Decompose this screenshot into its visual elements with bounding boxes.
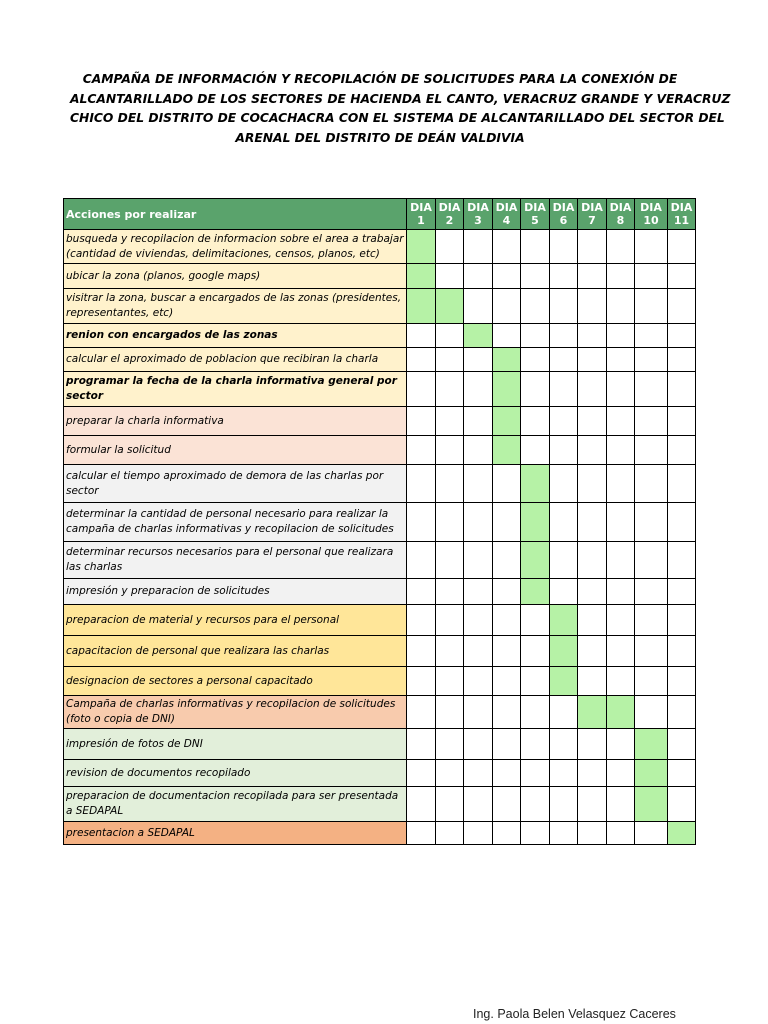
day-cell (493, 230, 521, 264)
day-cell (578, 760, 607, 787)
day-cell (550, 729, 578, 760)
day-cell (407, 787, 436, 822)
day-cell (521, 787, 550, 822)
day-cell (493, 787, 521, 822)
day-cell (550, 696, 578, 729)
activity-cell: impresión de fotos de DNI (64, 729, 407, 760)
author-signature: Ing. Paola Belen Velasquez Caceres (473, 1007, 676, 1021)
activity-cell: designacion de sectores a personal capacitado (64, 667, 407, 696)
day-cell (550, 230, 578, 264)
day-cell (635, 436, 668, 465)
day-cell (668, 542, 696, 579)
day-header (464, 199, 493, 230)
day-cell (578, 542, 607, 579)
activity-cell: preparacion de documentacion recopilada para ser presentada a SEDAPAL (64, 787, 407, 822)
day-cell (521, 230, 550, 264)
table-row (64, 407, 696, 436)
day-cell (436, 787, 464, 822)
day-cell (668, 605, 696, 636)
day-cell (493, 579, 521, 605)
day-cell (578, 605, 607, 636)
day-cell (407, 760, 436, 787)
day-cell (493, 324, 521, 348)
day-cell (521, 636, 550, 667)
scheduled-day-cell (635, 729, 668, 760)
day-cell (668, 465, 696, 503)
day-cell (578, 324, 607, 348)
scheduled-day-cell (407, 264, 436, 289)
day-header-number: 11 (673, 214, 690, 227)
day-cell (635, 230, 668, 264)
day-cell (635, 667, 668, 696)
day-cell (578, 372, 607, 407)
day-cell (607, 372, 635, 407)
title-line: ARENAL DEL DISTRITO DE DEÁN VALDIVIA (235, 130, 525, 145)
activity-cell: presentacion a SEDAPAL (64, 822, 407, 845)
day-cell (407, 579, 436, 605)
table-row (64, 436, 696, 465)
day-cell (521, 264, 550, 289)
scheduled-day-cell (407, 289, 436, 324)
table-row (64, 605, 696, 636)
day-cell (493, 503, 521, 542)
day-header-label: DIA (495, 201, 518, 214)
day-cell (635, 324, 668, 348)
day-cell (668, 729, 696, 760)
day-cell (436, 729, 464, 760)
title-line: CAMPAÑA DE INFORMACIÓN Y RECOPILACIÓN DE SOLICITUDES PARA LA CONEXIÓN DE (82, 72, 678, 86)
day-cell (578, 579, 607, 605)
day-cell (464, 787, 493, 822)
day-cell (407, 465, 436, 503)
schedule-table (63, 198, 696, 845)
day-cell (493, 729, 521, 760)
day-cell (550, 436, 578, 465)
day-cell (550, 579, 578, 605)
day-cell (550, 760, 578, 787)
day-cell (635, 407, 668, 436)
day-cell (607, 436, 635, 465)
day-cell (578, 667, 607, 696)
day-header (493, 199, 521, 230)
day-cell (668, 667, 696, 696)
table-row (64, 542, 696, 579)
day-cell (635, 503, 668, 542)
scheduled-day-cell (407, 230, 436, 264)
table-row (64, 579, 696, 605)
day-header-number: 4 (502, 214, 511, 227)
day-cell (668, 579, 696, 605)
table-row (64, 503, 696, 542)
day-cell (635, 579, 668, 605)
day-cell (521, 436, 550, 465)
day-header (407, 199, 436, 230)
day-cell (607, 324, 635, 348)
activity-cell: formular la solicitud (64, 436, 407, 465)
day-cell (521, 289, 550, 324)
table-row (64, 760, 696, 787)
activity-cell: determinar recursos necesarios para el personal que realizara las charlas (64, 542, 407, 579)
activity-cell: determinar la cantidad de personal necesario para realizar la campaña de charlas informativas y recopilacion de solicitudes (64, 503, 407, 542)
day-cell (578, 787, 607, 822)
day-cell (550, 348, 578, 372)
day-cell (578, 230, 607, 264)
day-cell (436, 636, 464, 667)
table-row (64, 264, 696, 289)
day-header-label: DIA (581, 201, 603, 214)
scheduled-day-cell (578, 696, 607, 729)
day-header (635, 199, 668, 230)
day-header-number: 7 (588, 214, 596, 227)
day-cell (578, 289, 607, 324)
day-cell (464, 407, 493, 436)
day-header-label: DIA (609, 201, 632, 214)
day-cell (550, 787, 578, 822)
scheduled-day-cell (493, 407, 521, 436)
activity-cell: renion con encargados de las zonas (64, 324, 407, 348)
day-cell (464, 230, 493, 264)
scheduled-day-cell (550, 605, 578, 636)
day-cell (578, 822, 607, 845)
day-cell (464, 264, 493, 289)
day-cell (668, 636, 696, 667)
day-cell (464, 636, 493, 667)
activity-cell: preparar la charla informativa (64, 407, 407, 436)
day-header-number: 3 (474, 214, 482, 227)
day-cell (550, 465, 578, 503)
scheduled-day-cell (521, 465, 550, 503)
day-cell (464, 436, 493, 465)
day-cell (521, 324, 550, 348)
scheduled-day-cell (493, 372, 521, 407)
day-cell (550, 289, 578, 324)
day-cell (407, 542, 436, 579)
day-cell (578, 264, 607, 289)
table-row (64, 230, 696, 264)
day-header-label: DIA (524, 201, 546, 214)
day-cell (668, 372, 696, 407)
day-cell (493, 760, 521, 787)
day-header-number: 1 (417, 214, 425, 227)
day-cell (407, 605, 436, 636)
day-cell (668, 787, 696, 822)
day-header (607, 199, 635, 230)
day-cell (407, 822, 436, 845)
day-cell (407, 348, 436, 372)
scheduled-day-cell (521, 503, 550, 542)
day-cell (521, 605, 550, 636)
day-cell (635, 636, 668, 667)
table-row (64, 636, 696, 667)
day-cell (578, 636, 607, 667)
day-cell (607, 542, 635, 579)
day-header-label: DIA (438, 201, 461, 214)
scheduled-day-cell (464, 324, 493, 348)
day-cell (464, 696, 493, 729)
day-cell (668, 696, 696, 729)
activity-cell: calcular el aproximado de poblacion que recibiran la charla (64, 348, 407, 372)
scheduled-day-cell (635, 760, 668, 787)
scheduled-day-cell (607, 696, 635, 729)
day-cell (607, 822, 635, 845)
day-cell (436, 822, 464, 845)
day-cell (635, 542, 668, 579)
day-cell (464, 542, 493, 579)
table-row (64, 729, 696, 760)
day-cell (607, 605, 635, 636)
day-cell (607, 503, 635, 542)
day-cell (436, 348, 464, 372)
title-line: ALCANTARILLADO DE LOS SECTORES DE HACIENDA EL CANTO, VERACRUZ GRANDE Y VERACRUZ (70, 91, 731, 106)
table-row (64, 787, 696, 822)
day-cell (407, 503, 436, 542)
day-cell (436, 760, 464, 787)
day-cell (493, 465, 521, 503)
day-cell (407, 372, 436, 407)
day-header (668, 199, 696, 230)
day-cell (436, 436, 464, 465)
day-cell (493, 289, 521, 324)
day-cell (607, 264, 635, 289)
day-cell (493, 822, 521, 845)
day-cell (521, 348, 550, 372)
day-cell (493, 667, 521, 696)
day-header-label: DIA (552, 201, 575, 214)
day-cell (607, 787, 635, 822)
day-header-number: 5 (531, 214, 539, 227)
day-cell (436, 372, 464, 407)
day-cell (668, 407, 696, 436)
day-cell (464, 289, 493, 324)
day-header-number: 8 (616, 214, 625, 227)
day-cell (407, 407, 436, 436)
day-header-label: DIA (410, 201, 432, 214)
day-cell (668, 264, 696, 289)
day-cell (635, 348, 668, 372)
day-cell (464, 667, 493, 696)
day-cell (436, 579, 464, 605)
day-cell (635, 465, 668, 503)
scheduled-day-cell (521, 579, 550, 605)
day-cell (407, 667, 436, 696)
day-cell (635, 696, 668, 729)
table-row (64, 822, 696, 845)
scheduled-day-cell (635, 787, 668, 822)
scheduled-day-cell (493, 348, 521, 372)
table-row (64, 289, 696, 324)
day-cell (578, 465, 607, 503)
day-cell (436, 696, 464, 729)
day-cell (668, 760, 696, 787)
day-cell (550, 264, 578, 289)
activity-cell: busqueda y recopilacion de informacion sobre el area a trabajar (cantidad de viviendas, delimitaciones, censos, planos, etc) (64, 230, 407, 264)
day-cell (668, 436, 696, 465)
day-cell (668, 289, 696, 324)
table-row (64, 465, 696, 503)
day-cell (464, 465, 493, 503)
day-cell (550, 822, 578, 845)
activity-cell: calcular el tiempo aproximado de demora de las charlas por sector (64, 465, 407, 503)
day-cell (436, 465, 464, 503)
day-cell (635, 822, 668, 845)
table-row (64, 348, 696, 372)
day-cell (578, 348, 607, 372)
day-cell (407, 636, 436, 667)
day-cell (464, 579, 493, 605)
day-cell (521, 696, 550, 729)
day-cell (668, 503, 696, 542)
table-row (64, 324, 696, 348)
activity-cell: impresión y preparacion de solicitudes (64, 579, 407, 605)
day-cell (407, 436, 436, 465)
day-cell (493, 542, 521, 579)
day-cell (668, 324, 696, 348)
day-cell (464, 503, 493, 542)
activity-cell: visitrar la zona, buscar a encargados de las zonas (presidentes, representantes, etc) (64, 289, 407, 324)
day-cell (436, 542, 464, 579)
day-cell (607, 230, 635, 264)
day-cell (578, 407, 607, 436)
day-cell (635, 605, 668, 636)
day-header (436, 199, 464, 230)
day-cell (464, 372, 493, 407)
table-row (64, 696, 696, 729)
day-cell (521, 822, 550, 845)
day-cell (436, 503, 464, 542)
day-cell (521, 407, 550, 436)
activity-cell: preparacion de material y recursos para el personal (64, 605, 407, 636)
day-cell (607, 407, 635, 436)
actions-header: Acciones por realizar (64, 199, 407, 230)
day-cell (493, 696, 521, 729)
day-header-number: 2 (445, 214, 454, 227)
day-cell (521, 760, 550, 787)
day-cell (407, 324, 436, 348)
day-cell (436, 605, 464, 636)
day-cell (436, 667, 464, 696)
table-row (64, 667, 696, 696)
day-cell (668, 348, 696, 372)
activity-cell: ubicar la zona (planos, google maps) (64, 264, 407, 289)
day-cell (521, 667, 550, 696)
day-cell (607, 465, 635, 503)
day-cell (493, 605, 521, 636)
day-cell (521, 729, 550, 760)
document-title (70, 70, 731, 148)
day-cell (635, 264, 668, 289)
scheduled-day-cell (436, 289, 464, 324)
day-cell (436, 407, 464, 436)
day-header (521, 199, 550, 230)
day-header (578, 199, 607, 230)
title-line: CHICO DEL DISTRITO DE COCACHACRA CON EL SISTEMA DE ALCANTARILLADO DEL SECTOR DEL (70, 111, 725, 125)
activity-cell: revision de documentos recopilado (64, 760, 407, 787)
day-cell (464, 348, 493, 372)
day-cell (550, 542, 578, 579)
day-cell (436, 264, 464, 289)
day-cell (607, 289, 635, 324)
header-row (64, 199, 696, 230)
day-header (550, 199, 578, 230)
day-header-number: 10 (643, 214, 659, 227)
day-cell (493, 636, 521, 667)
day-cell (436, 324, 464, 348)
day-cell (464, 605, 493, 636)
day-header-label: DIA (670, 201, 693, 214)
day-cell (578, 729, 607, 760)
day-cell (635, 372, 668, 407)
day-cell (521, 372, 550, 407)
scheduled-day-cell (493, 436, 521, 465)
scheduled-day-cell (550, 667, 578, 696)
day-cell (407, 696, 436, 729)
day-cell (436, 230, 464, 264)
day-cell (550, 372, 578, 407)
scheduled-day-cell (668, 822, 696, 845)
scheduled-day-cell (521, 542, 550, 579)
activity-cell: capacitacion de personal que realizara las charlas (64, 636, 407, 667)
day-cell (607, 348, 635, 372)
day-cell (550, 503, 578, 542)
day-cell (607, 667, 635, 696)
day-cell (635, 289, 668, 324)
day-cell (607, 579, 635, 605)
day-cell (464, 822, 493, 845)
day-cell (607, 729, 635, 760)
day-cell (578, 503, 607, 542)
day-cell (550, 324, 578, 348)
day-cell (407, 729, 436, 760)
day-header-number: 6 (559, 214, 568, 227)
day-cell (464, 729, 493, 760)
day-cell (607, 636, 635, 667)
day-cell (668, 230, 696, 264)
day-header-label: DIA (640, 201, 662, 214)
activity-cell: programar la fecha de la charla informativa general por sector (64, 372, 407, 407)
day-cell (550, 407, 578, 436)
day-cell (607, 760, 635, 787)
scheduled-day-cell (550, 636, 578, 667)
activity-cell: Campaña de charlas informativas y recopilacion de solicitudes (foto o copia de DNI) (64, 696, 407, 729)
table-row (64, 372, 696, 407)
day-cell (464, 760, 493, 787)
day-header-label: DIA (467, 201, 489, 214)
day-cell (493, 264, 521, 289)
day-cell (578, 436, 607, 465)
